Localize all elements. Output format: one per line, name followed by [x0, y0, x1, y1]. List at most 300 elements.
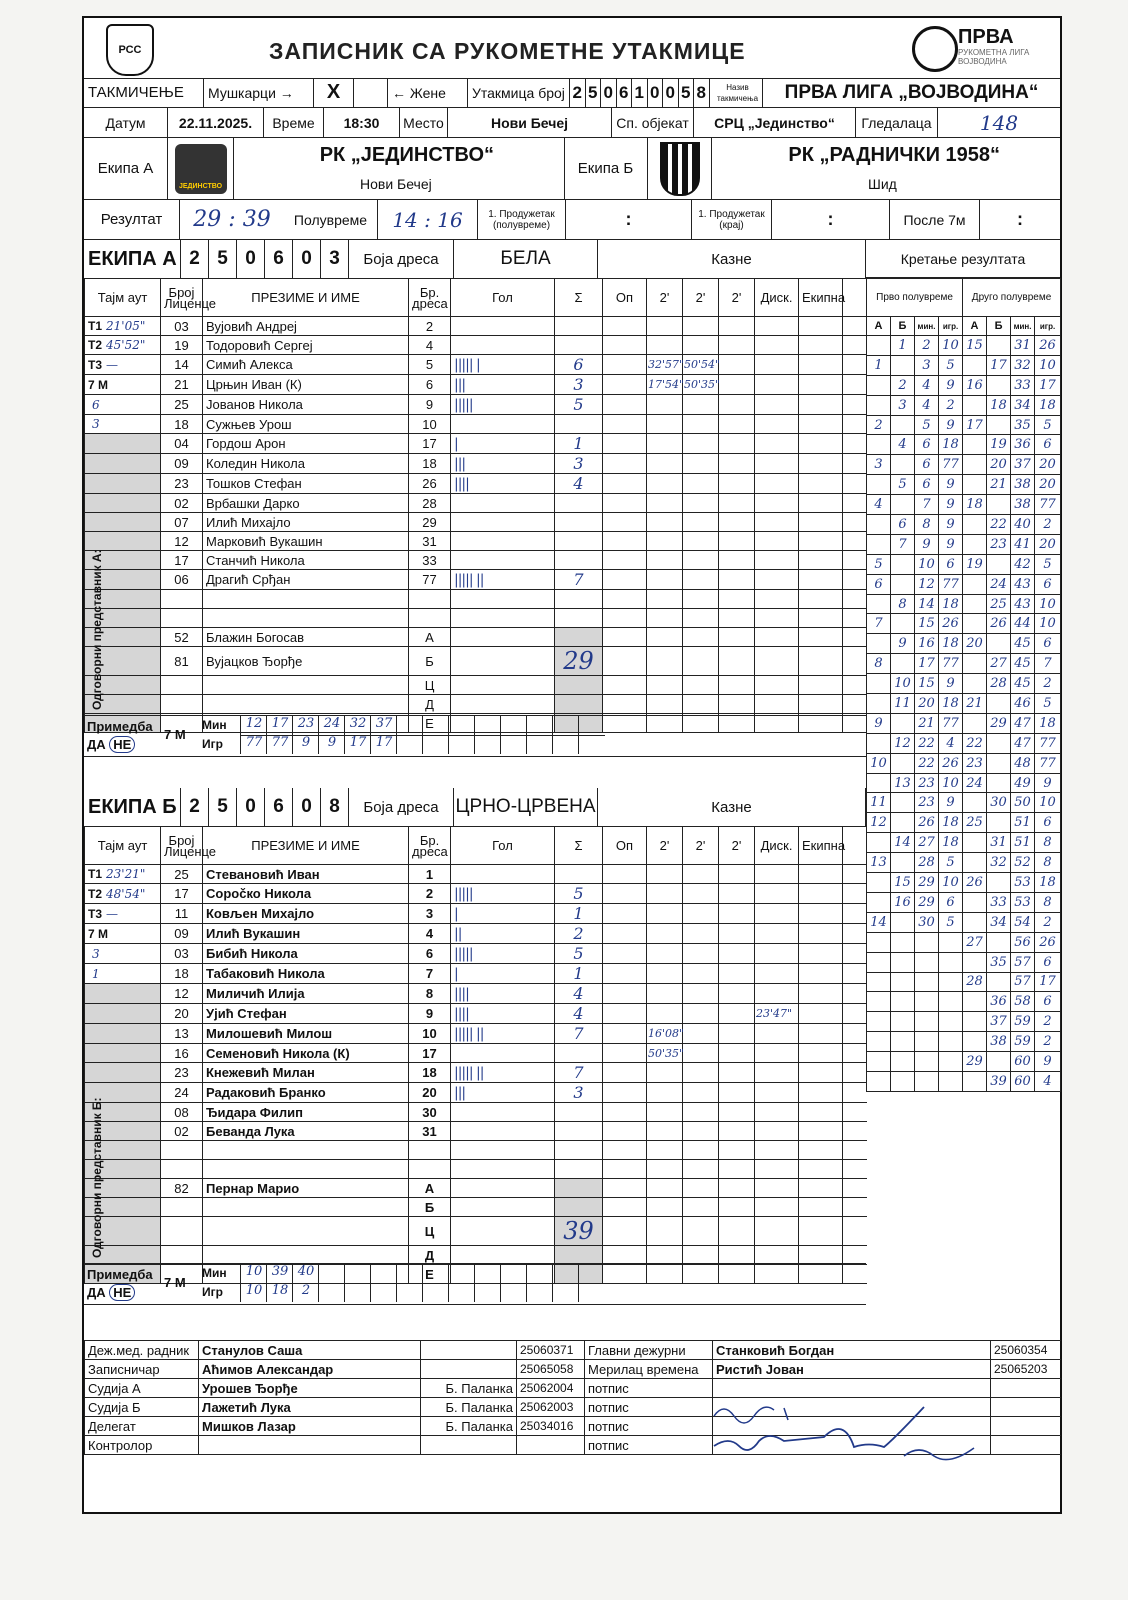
jersey-number: 8	[409, 984, 451, 1004]
license-cell: 04	[161, 434, 203, 454]
flow-cell: 6	[939, 892, 963, 912]
spacer-cell	[843, 984, 867, 1004]
flow-cell: 11	[891, 694, 915, 714]
flow-row	[867, 1012, 1061, 1032]
player-name: Тошков Стефан	[203, 474, 409, 494]
goal-tally	[451, 1198, 555, 1217]
yes-option[interactable]: ДА	[87, 737, 106, 752]
warning-cell	[603, 984, 647, 1004]
official-role-2: потпис	[585, 1379, 713, 1398]
col-header: 2'	[683, 827, 719, 865]
flow-cell: 35	[1011, 415, 1035, 435]
jersey-number: 20	[409, 1083, 451, 1103]
penalty-2min-3	[719, 1179, 755, 1198]
penalty-2min-1	[647, 415, 683, 434]
spacer-cell	[843, 395, 867, 415]
goal-sum: 1	[555, 434, 603, 454]
license-cell: 03	[161, 944, 203, 964]
flow-cell: 6	[1035, 435, 1061, 455]
flow-row	[867, 793, 1061, 813]
player-name: Коледин Никола	[203, 454, 409, 474]
license-cell	[161, 1160, 203, 1179]
disqualification-cell	[755, 647, 799, 676]
penalty-2min-2	[683, 494, 719, 513]
goal-tally: |||||	[451, 884, 555, 904]
penalty-2min-2	[683, 944, 719, 964]
flow-cell	[963, 654, 987, 674]
flow-cell: 8	[1035, 853, 1061, 873]
disqualification-cell	[755, 375, 799, 395]
flow-cell	[867, 674, 891, 694]
disqualification-cell	[755, 865, 799, 884]
license-cell: 09	[161, 924, 203, 944]
jersey-number: 6	[409, 375, 451, 395]
timeout-label: Т1	[88, 867, 103, 881]
license-cell: 13	[161, 1024, 203, 1044]
7m-player	[318, 1283, 345, 1302]
flow-cell: 8	[1035, 892, 1061, 912]
goal-tally: |	[451, 964, 555, 984]
flow-cell: 14	[867, 912, 891, 932]
warning-cell	[603, 924, 647, 944]
penalty-2min-1	[647, 317, 683, 336]
penalty-2min-1	[647, 1246, 683, 1265]
flow-cell: 10	[939, 873, 963, 893]
match-number-digit: 6	[617, 78, 633, 107]
flow-cell	[987, 495, 1011, 515]
col-header: 2'	[647, 827, 683, 865]
7m-minute	[448, 716, 475, 736]
penalty-2min-2	[683, 1083, 719, 1103]
penalty-2min-2	[683, 924, 719, 944]
goal-sum	[555, 1122, 603, 1141]
7m-player	[500, 735, 527, 754]
player-name: Тодоровић Сергеј	[203, 336, 409, 355]
penalty-2min-2	[683, 415, 719, 434]
flow-cell: 20	[1035, 534, 1061, 554]
7m-minute	[422, 716, 449, 736]
goal-sum: 5	[555, 884, 603, 904]
player-name	[203, 1198, 409, 1217]
goal-tally	[451, 513, 555, 532]
7m-minute: 37	[370, 716, 397, 736]
table-row	[85, 865, 867, 884]
table-row	[85, 532, 867, 551]
flow-cell: 5	[939, 853, 963, 873]
flow-cell	[867, 892, 891, 912]
penalty-2min-2	[683, 904, 719, 924]
player-name	[203, 1160, 409, 1179]
flow-cell: 2	[915, 336, 939, 356]
flow-cell	[939, 1052, 963, 1072]
official-license: 25065058	[517, 1360, 585, 1379]
penalty-2min-3	[719, 336, 755, 355]
goal-sum: 4	[555, 984, 603, 1004]
7m-minute: 39	[266, 1264, 293, 1284]
official-role-2: потпис	[585, 1398, 713, 1417]
flow-table	[866, 278, 1061, 1092]
penalty-2min-3	[719, 355, 755, 375]
flow-row	[867, 375, 1061, 395]
goal-sum	[555, 317, 603, 336]
team-penalty-cell	[799, 1044, 843, 1063]
flow-cell: 7	[915, 495, 939, 515]
jersey-number: Ц	[409, 676, 451, 695]
penalty-2min-1	[647, 474, 683, 494]
flow-row	[867, 355, 1061, 375]
goal-sum	[555, 1246, 603, 1265]
flow-cell	[867, 833, 891, 853]
flow-row	[867, 932, 1061, 952]
flow-cell: 9	[939, 515, 963, 535]
spacer-cell	[843, 1004, 867, 1024]
table-row	[85, 375, 867, 395]
flow-cell: 13	[867, 853, 891, 873]
7m-player	[526, 1283, 553, 1302]
goal-sum	[555, 865, 603, 884]
official-name: Лажетић Лука	[199, 1398, 421, 1417]
rss-logo: РСС	[106, 24, 154, 76]
penalty-2min-1	[647, 1141, 683, 1160]
goal-sum	[555, 513, 603, 532]
team-a-block	[234, 138, 565, 199]
disqualification-cell	[755, 494, 799, 513]
spacer-cell	[843, 551, 867, 570]
table-row	[85, 1024, 867, 1044]
spacer-cell	[843, 355, 867, 375]
penalty-2min-3	[719, 1217, 755, 1246]
goal-sum: 2	[555, 924, 603, 944]
col-header: ПРЕЗИМЕ И ИМЕ	[203, 279, 409, 317]
license-cell	[161, 1141, 203, 1160]
time-value: 18:30	[324, 108, 400, 137]
flow-cell	[939, 952, 963, 972]
team-penalty-cell	[799, 865, 843, 884]
flow-cell: 43	[1011, 574, 1035, 594]
penalty-2min-2: 50'35"	[683, 375, 719, 395]
warning-cell	[603, 1083, 647, 1103]
official-city	[421, 1360, 517, 1379]
penalty-2min-2	[683, 513, 719, 532]
flow-cell: 5	[1035, 554, 1061, 574]
flow-title: Кретање резултата	[866, 240, 1060, 278]
table-row	[85, 434, 867, 454]
no-option[interactable]: НЕ	[109, 1284, 135, 1301]
flow-cell: 5	[939, 912, 963, 932]
table-row	[85, 1160, 867, 1179]
timeout-cell	[85, 454, 161, 474]
penalty-2min-2	[683, 336, 719, 355]
7m-minute	[370, 1264, 397, 1284]
goal-tally	[451, 647, 555, 676]
teamB-color-label: Боја дреса	[348, 788, 454, 826]
flow-cell: 57	[1011, 972, 1035, 992]
flow-cell: 4	[915, 375, 939, 395]
col-header: 2'	[719, 827, 755, 865]
timeout-label: Т2	[88, 338, 103, 352]
table-row	[85, 1103, 867, 1122]
warning-cell	[603, 676, 647, 695]
goal-tally	[451, 1122, 555, 1141]
player-name: Бибић Никола	[203, 944, 409, 964]
player-name: Ковљен Михајло	[203, 904, 409, 924]
goal-sum: 3	[555, 1083, 603, 1103]
7m-minute	[448, 1264, 475, 1284]
license-cell: 23	[161, 474, 203, 494]
warning-cell	[603, 570, 647, 590]
ot2-label: 1. Продужетак (крај)	[692, 200, 772, 239]
flow-cell: 9	[867, 713, 891, 733]
flow-cell	[963, 853, 987, 873]
flow-cell	[867, 972, 891, 992]
men-mark[interactable]: X	[314, 78, 354, 107]
flow-cell	[867, 395, 891, 415]
official-name-2: Ристић Јован	[713, 1360, 991, 1379]
player-name: Ђидара Филип	[203, 1103, 409, 1122]
table-row	[85, 590, 867, 609]
flow-cell: 8	[867, 654, 891, 674]
license-cell: 19	[161, 336, 203, 355]
team-penalty-cell	[799, 1122, 843, 1141]
warning-cell	[603, 1103, 647, 1122]
7m-player	[422, 735, 449, 754]
col-header: 2'	[647, 279, 683, 317]
flow-row	[867, 574, 1061, 594]
timeout-label: Т1	[88, 319, 103, 333]
penalty-2min-2	[683, 590, 719, 609]
goal-tally: ||||| ||	[451, 1063, 555, 1083]
warning-cell	[603, 1179, 647, 1198]
team-penalty-cell	[799, 513, 843, 532]
disqualification-cell	[755, 355, 799, 375]
flow-cell	[867, 992, 891, 1012]
flow-cell: 26	[987, 614, 1011, 634]
flow-cell: 3	[867, 455, 891, 475]
flow-cell	[987, 634, 1011, 654]
player-name: Илић Михајло	[203, 513, 409, 532]
flow-cell: 3	[891, 395, 915, 415]
license-cell: 09	[161, 454, 203, 474]
7m-minute	[578, 716, 605, 736]
jersey-number: 10	[409, 1024, 451, 1044]
penalty-2min-1	[647, 1103, 683, 1122]
jersey-number: Д	[409, 695, 451, 714]
license-cell	[161, 590, 203, 609]
jersey-number: А	[409, 628, 451, 647]
official-row	[85, 1360, 1061, 1379]
timeout-value: 45'52"	[106, 338, 146, 352]
flow-cell	[963, 574, 987, 594]
warning-cell	[603, 415, 647, 434]
men-label: Мушкарци →	[204, 78, 314, 107]
penalty-2min-3	[719, 434, 755, 454]
timeout-cell	[85, 375, 161, 395]
flow-cell: 12	[867, 813, 891, 833]
yes-option[interactable]: ДА	[87, 1285, 106, 1300]
disqualification-cell	[755, 317, 799, 336]
flow-cell: 40	[1011, 515, 1035, 535]
flow-cell: 20	[1035, 475, 1061, 495]
penalty-2min-1	[647, 984, 683, 1004]
flow-header-row	[867, 279, 1061, 317]
flow-cell: 38	[1011, 495, 1035, 515]
flow-row	[867, 395, 1061, 415]
notes-label	[87, 718, 153, 754]
spacer-cell	[843, 1246, 867, 1265]
license-cell	[161, 609, 203, 628]
flow-cell: 35	[987, 952, 1011, 972]
7m-player	[578, 735, 605, 754]
penalty-2min-1	[647, 884, 683, 904]
player-name: Станчић Никола	[203, 551, 409, 570]
timeout-value: —	[106, 906, 119, 921]
flow-col-header: Б	[891, 317, 915, 336]
col-header: Диск.	[755, 279, 799, 317]
player-name: Миличић Илија	[203, 984, 409, 1004]
license-cell: 25	[161, 395, 203, 415]
penalty-2min-3	[719, 415, 755, 434]
warning-cell	[603, 944, 647, 964]
flow-cell	[963, 833, 987, 853]
timeout-cell	[85, 434, 161, 454]
flow-cell: 2	[1035, 912, 1061, 932]
player-name: Семеновић Никола (К)	[203, 1044, 409, 1063]
7m-minute: 12	[240, 716, 267, 736]
spacer-cell	[843, 415, 867, 434]
halftime-label: Полувреме	[284, 200, 378, 239]
official-role: Деж.мед. радник	[85, 1341, 199, 1360]
license-cell	[161, 676, 203, 695]
7m-player	[578, 1283, 605, 1302]
jersey-number: 18	[409, 1063, 451, 1083]
7m-minute	[344, 1264, 371, 1284]
flow-cell	[915, 1012, 939, 1032]
flow-cell	[987, 1052, 1011, 1072]
license-cell: 52	[161, 628, 203, 647]
flow-cell: 10	[939, 336, 963, 356]
flow-cell: 9	[939, 674, 963, 694]
team-a-logo	[168, 138, 234, 199]
jersey-number	[409, 1141, 451, 1160]
disqualification-cell	[755, 984, 799, 1004]
teamB-roster-table	[84, 826, 867, 1284]
match-number	[570, 78, 710, 107]
ot1-score: :	[566, 200, 692, 239]
penalty-2min-3	[719, 532, 755, 551]
spacer-cell	[843, 647, 867, 676]
col-header: ПРЕЗИМЕ И ИМЕ	[203, 827, 409, 865]
spacer-cell	[843, 317, 867, 336]
warning-cell	[603, 609, 647, 628]
team-penalty-cell	[799, 984, 843, 1004]
league-logo-text: ПРВА	[958, 26, 1014, 48]
flow-cell: 16	[891, 892, 915, 912]
official-row	[85, 1341, 1061, 1360]
teamB-code-digit: 5	[208, 788, 236, 826]
goal-sum	[555, 1160, 603, 1179]
teamB-title: ЕКИПА Б	[88, 796, 177, 818]
goal-tally	[451, 494, 555, 513]
flow-cell	[891, 753, 915, 773]
7m-minute	[422, 1264, 449, 1284]
flow-cell: 6	[915, 475, 939, 495]
disqualification-cell	[755, 434, 799, 454]
flow-cell	[867, 435, 891, 455]
flow-cell: 24	[963, 773, 987, 793]
spacer-cell	[843, 964, 867, 984]
flow-col-header: игр.	[1035, 317, 1061, 336]
yes-no	[87, 736, 153, 754]
player-name: Драгић Срђан	[203, 570, 409, 590]
competition-name: ПРВА ЛИГА „ВОЈВОДИНА“	[784, 81, 1039, 103]
flow-cell: 20	[963, 634, 987, 654]
spacer-cell	[843, 676, 867, 695]
flow-cell: 5	[891, 475, 915, 495]
license-cell: 12	[161, 532, 203, 551]
match-number-digit: 1	[632, 78, 648, 107]
disqualification-cell: 23'47"	[755, 1004, 799, 1024]
7m-minute: 23	[292, 716, 319, 736]
official-role-2: Мерилац времена	[585, 1360, 713, 1379]
flow-cell: 6	[867, 574, 891, 594]
player-name: Стевановић Иван	[203, 865, 409, 884]
disqualification-cell	[755, 944, 799, 964]
team-b-label: Екипа Б	[564, 138, 648, 199]
yes-no	[87, 1284, 153, 1302]
penalty-2min-2	[683, 1179, 719, 1198]
flow-cell: 17	[1035, 972, 1061, 992]
penalty-2min-3	[719, 395, 755, 415]
jersey-number: 1	[409, 865, 451, 884]
teamB-code-digit: 8	[320, 788, 348, 826]
teamA-title: ЕКИПА А	[88, 248, 177, 270]
flow-cell: 6	[939, 554, 963, 574]
spacer-cell	[843, 944, 867, 964]
no-option[interactable]: НЕ	[109, 736, 135, 753]
official-role: Судија Б	[85, 1398, 199, 1417]
penalty-2min-2	[683, 532, 719, 551]
goal-tally	[451, 1141, 555, 1160]
spacer-cell	[843, 375, 867, 395]
flow-row	[867, 336, 1061, 356]
penalty-2min-2	[683, 434, 719, 454]
table-row	[85, 944, 867, 964]
flow-cell: 9	[939, 415, 963, 435]
disqualification-cell	[755, 1217, 799, 1246]
flow-row	[867, 435, 1061, 455]
flow-row	[867, 753, 1061, 773]
jersey-number: 3	[409, 904, 451, 924]
col-header: Екипна	[799, 279, 843, 317]
league-logo-icon	[912, 26, 958, 72]
women-mark[interactable]	[354, 78, 388, 107]
table-row	[85, 1063, 867, 1083]
license-cell: 16	[161, 1044, 203, 1063]
flow-cell: 45	[1011, 674, 1035, 694]
spacer-cell	[843, 884, 867, 904]
7m-player	[344, 1283, 371, 1302]
flow-cell: 4	[939, 733, 963, 753]
flow-cell: 10	[1035, 793, 1061, 813]
flow-cell: 59	[1011, 1012, 1035, 1032]
flow-cell	[891, 1052, 915, 1072]
license-cell: 03	[161, 317, 203, 336]
flow-cell: 41	[1011, 534, 1035, 554]
flow-cell: 29	[915, 892, 939, 912]
penalty-2min-2	[683, 570, 719, 590]
official-license: 25034016	[517, 1417, 585, 1436]
penalty-2min-3	[719, 590, 755, 609]
